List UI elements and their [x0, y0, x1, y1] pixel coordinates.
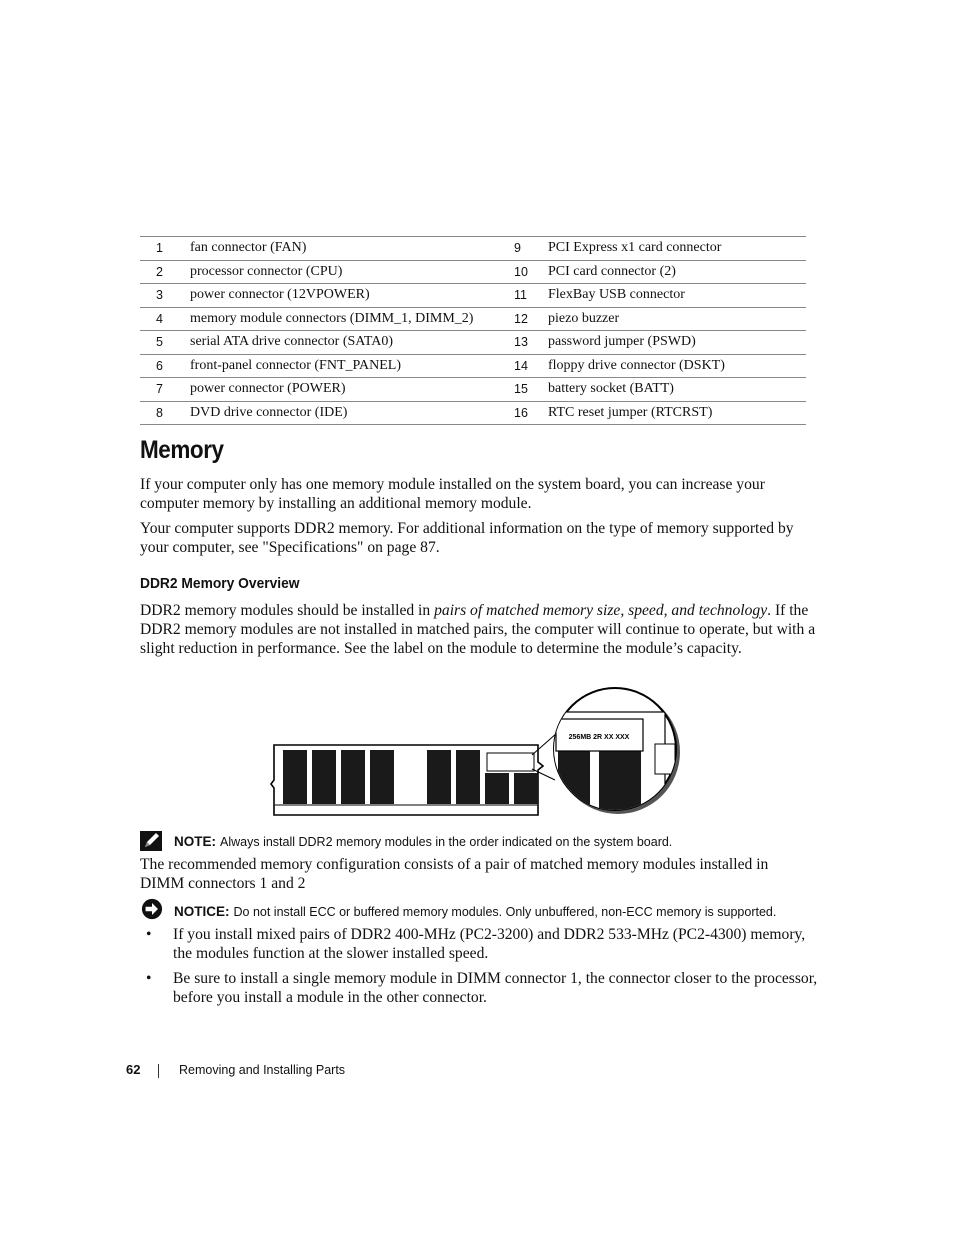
memory-module-illustration [271, 733, 557, 815]
page-number: 62 [126, 1062, 141, 1077]
overview-emphasis: pairs of matched memory size, speed, and technology [434, 602, 768, 619]
memory-chip [341, 750, 365, 804]
page-title: Memory [140, 436, 224, 464]
module-label-text: 256MB 2R XX XXX [568, 734, 630, 741]
bullet-text: If you install mixed pairs of DDR2 400-MHz (PC2-3200) and DDR2 533-MHz (PC2-4300) memory, the modules function at the slower installed speed. [173, 926, 806, 962]
part-number: 11 [498, 284, 548, 308]
part-label: power connector (12VPOWER) [190, 284, 498, 308]
magnified-label-view [553, 688, 680, 824]
part-number: 7 [140, 378, 190, 402]
memory-chip [312, 750, 336, 804]
table-row [140, 331, 806, 355]
notice-tag: NOTICE: [174, 904, 230, 919]
table-row [140, 378, 806, 402]
section-heading: DDR2 Memory Overview [140, 575, 300, 592]
table-row [140, 237, 806, 261]
overview-text-before: DDR2 memory modules should be installed in [140, 602, 435, 619]
part-label: processor connector (CPU) [190, 260, 498, 284]
overview-text-after: . If the DDR2 memory modules are not installed in matched pairs, the computer will continue to operate, but with a slight reduction in performance. See the label on the module to determine the module’s capacity. [140, 602, 816, 657]
part-label: power connector (POWER) [190, 378, 498, 402]
table-row [140, 307, 806, 331]
note-tag: NOTE: [174, 834, 216, 849]
memory-chip [485, 773, 509, 804]
table-row [140, 401, 806, 425]
table-row [140, 260, 806, 284]
bullet-marker: • [146, 970, 152, 987]
part-number: 9 [498, 237, 548, 261]
part-number: 10 [498, 260, 548, 284]
part-label: PCI card connector (2) [548, 260, 806, 284]
part-label: password jumper (PSWD) [548, 331, 806, 355]
part-number: 13 [498, 331, 548, 355]
bullet-marker: • [146, 926, 152, 943]
part-label: serial ATA drive connector (SATA0) [190, 331, 498, 355]
overview-paragraph [140, 601, 816, 658]
part-label: DVD drive connector (IDE) [190, 401, 498, 425]
part-label: FlexBay USB connector [548, 284, 806, 308]
table-row [140, 354, 806, 378]
part-label: front-panel connector (FNT_PANEL) [190, 354, 498, 378]
part-label: PCI Express x1 card connector [548, 237, 806, 261]
memory-chip [283, 750, 307, 804]
part-number: 14 [498, 354, 548, 378]
part-label: memory module connectors (DIMM_1, DIMM_2) [190, 307, 498, 331]
memory-chip [370, 750, 394, 804]
part-number: 1 [140, 237, 190, 261]
memory-module-figure [270, 684, 690, 824]
part-label: RTC reset jumper (RTCRST) [548, 401, 806, 425]
table-row [140, 284, 806, 308]
part-label: piezo buzzer [548, 307, 806, 331]
memory-chip [456, 750, 480, 804]
bullet-text: Be sure to install a single memory module in DIMM connector 1, the connector closer to the processor, before you install a module in the other connector. [173, 970, 818, 1006]
footer-section-title: Removing and Installing Parts [179, 1063, 346, 1077]
part-number: 4 [140, 307, 190, 331]
part-number: 8 [140, 401, 190, 425]
part-number: 16 [498, 401, 548, 425]
part-label: floppy drive connector (DSKT) [548, 354, 806, 378]
notice-text: Do not install ECC or buffered memory modules. Only unbuffered, non-ECC memory is supported. [233, 905, 777, 919]
part-number: 2 [140, 260, 190, 284]
part-number: 5 [140, 331, 190, 355]
note-text: Always install DDR2 memory modules in the order indicated on the system board. [220, 835, 673, 849]
pencil-note-icon [140, 830, 164, 852]
memory-chip [427, 750, 451, 804]
recommended-config-paragraph: The recommended memory configuration consists of a pair of matched memory modules installed in DIMM connectors 1 and 2 [140, 856, 769, 892]
intro-paragraph-2: Your computer supports DDR2 memory. For additional information on the type of memory supported by your computer, see "Specifications" on page 87. [140, 520, 794, 556]
part-number: 15 [498, 378, 548, 402]
footer-divider [158, 1064, 159, 1078]
part-number: 12 [498, 307, 548, 331]
part-label: battery socket (BATT) [548, 378, 806, 402]
memory-chip [514, 773, 538, 804]
parts-table [140, 236, 806, 425]
part-number: 6 [140, 354, 190, 378]
part-number: 3 [140, 284, 190, 308]
notice-arrow-icon [140, 898, 164, 920]
part-label: fan connector (FAN) [190, 237, 498, 261]
intro-paragraph-1: If your computer only has one memory module installed on the system board, you can increase your computer memory by installing an additional memory module. [140, 476, 765, 512]
